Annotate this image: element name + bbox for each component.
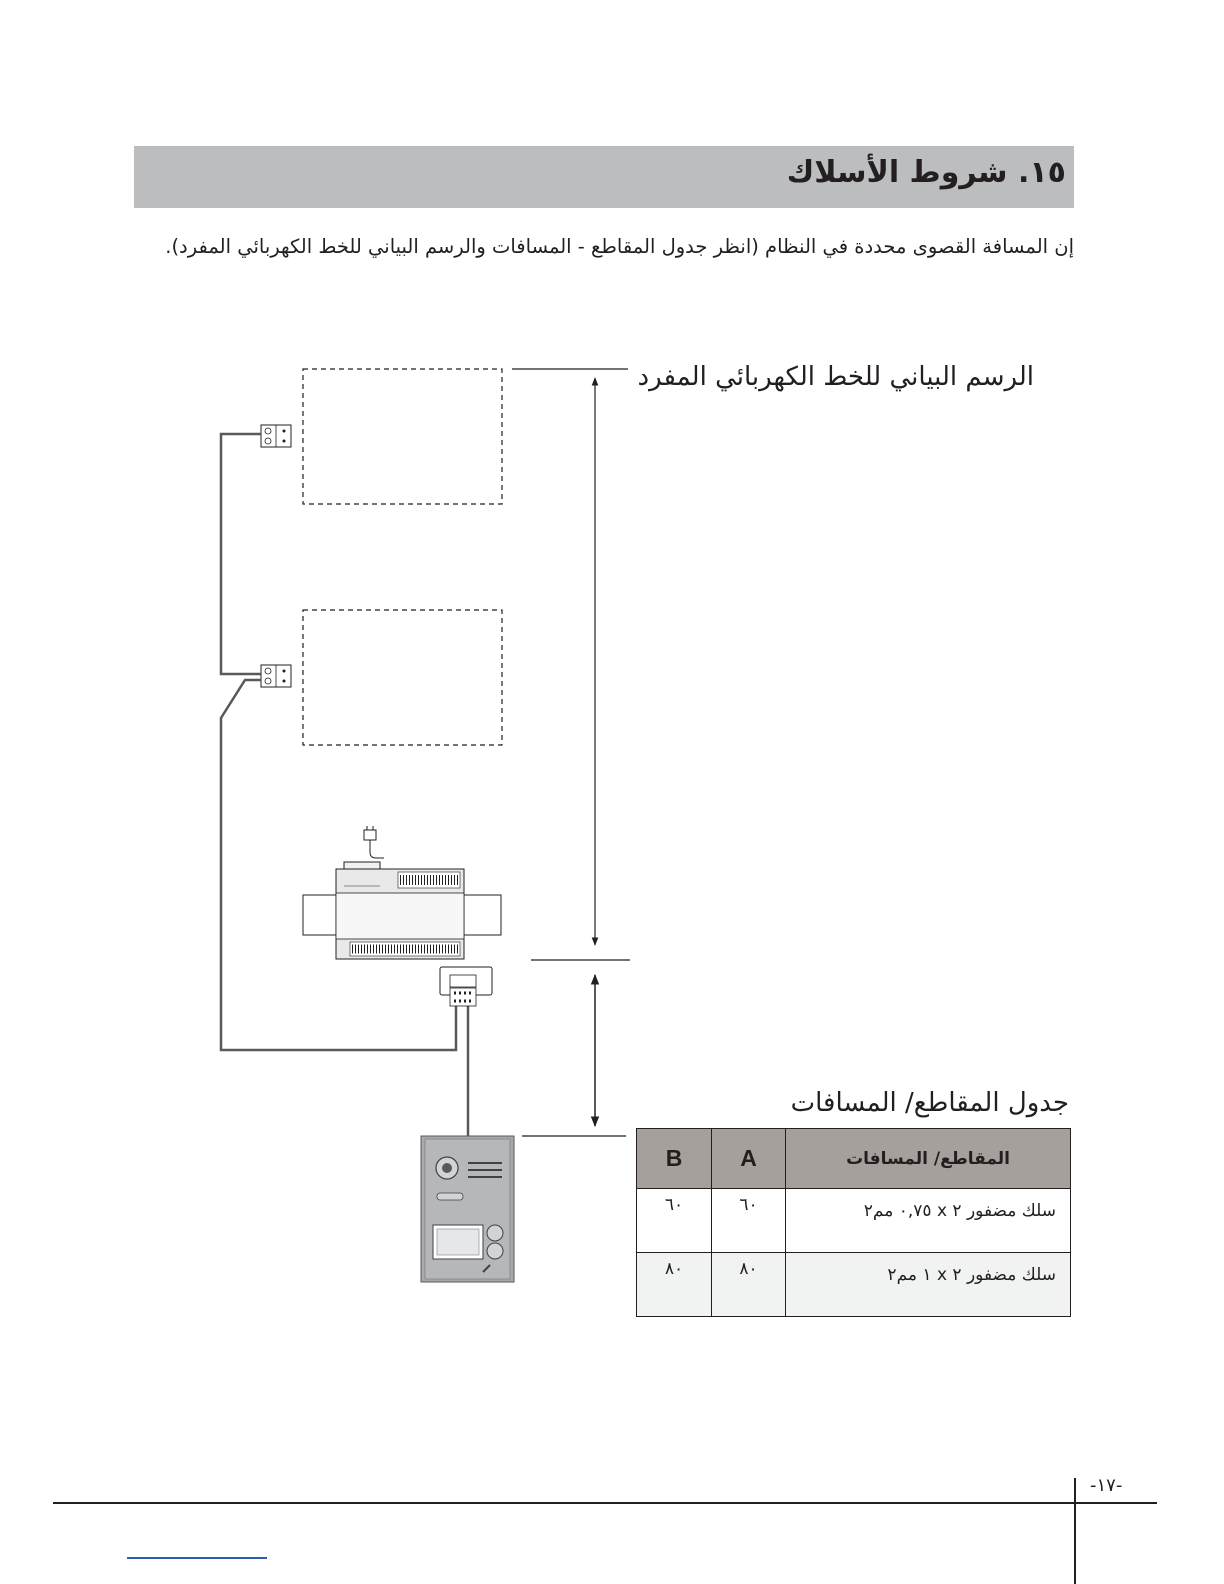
row-description: سلك مضفور ٢ x ١ مم٢: [786, 1253, 1071, 1317]
terminal-block-2: [261, 665, 291, 687]
page-number: -١٧-: [1090, 1475, 1123, 1496]
table-caption: جدول المقاطع/ المسافات: [790, 1088, 1069, 1118]
monitor-1-outline: [303, 369, 502, 504]
row-value-b: ٦٠: [637, 1189, 712, 1253]
bus-wire: [221, 434, 468, 1136]
door-panel: [421, 1136, 514, 1282]
distributor-terminal: [440, 967, 492, 1006]
header-a: A: [712, 1129, 786, 1189]
terminal-block-1: [261, 425, 291, 447]
row-value-a: ٨٠: [712, 1253, 786, 1317]
intro-paragraph: إن المسافة القصوى محددة في النظام (انظر جدول المقاطع - المسافات والرسم البياني للخط الكهربائي المفرد).: [165, 235, 1074, 258]
dimension-b: [522, 975, 626, 1136]
footer-divider: [53, 1502, 1157, 1504]
row-value-a: ٦٠: [712, 1189, 786, 1253]
footer-vertical-divider: [1074, 1478, 1076, 1584]
dimension-a: [512, 369, 630, 960]
table-header-row: [637, 1129, 1071, 1189]
table-row: [637, 1189, 1071, 1253]
monitor-2-outline: [303, 610, 502, 745]
table-row: [637, 1253, 1071, 1317]
power-supply: [303, 826, 501, 959]
header-sections: المقاطع/ المسافات: [786, 1129, 1071, 1189]
row-value-b: ٨٠: [637, 1253, 712, 1317]
header-b: B: [637, 1129, 712, 1189]
diagram-caption: الرسم البياني للخط الكهربائي المفرد: [637, 362, 1034, 392]
row-description: سلك مضفور ٢ x ٠,٧٥ مم٢: [786, 1189, 1071, 1253]
section-title: ١٥. شروط الأسلاك: [786, 155, 1066, 190]
sections-table: [636, 1128, 1071, 1317]
footer-link-underline: [127, 1557, 267, 1559]
